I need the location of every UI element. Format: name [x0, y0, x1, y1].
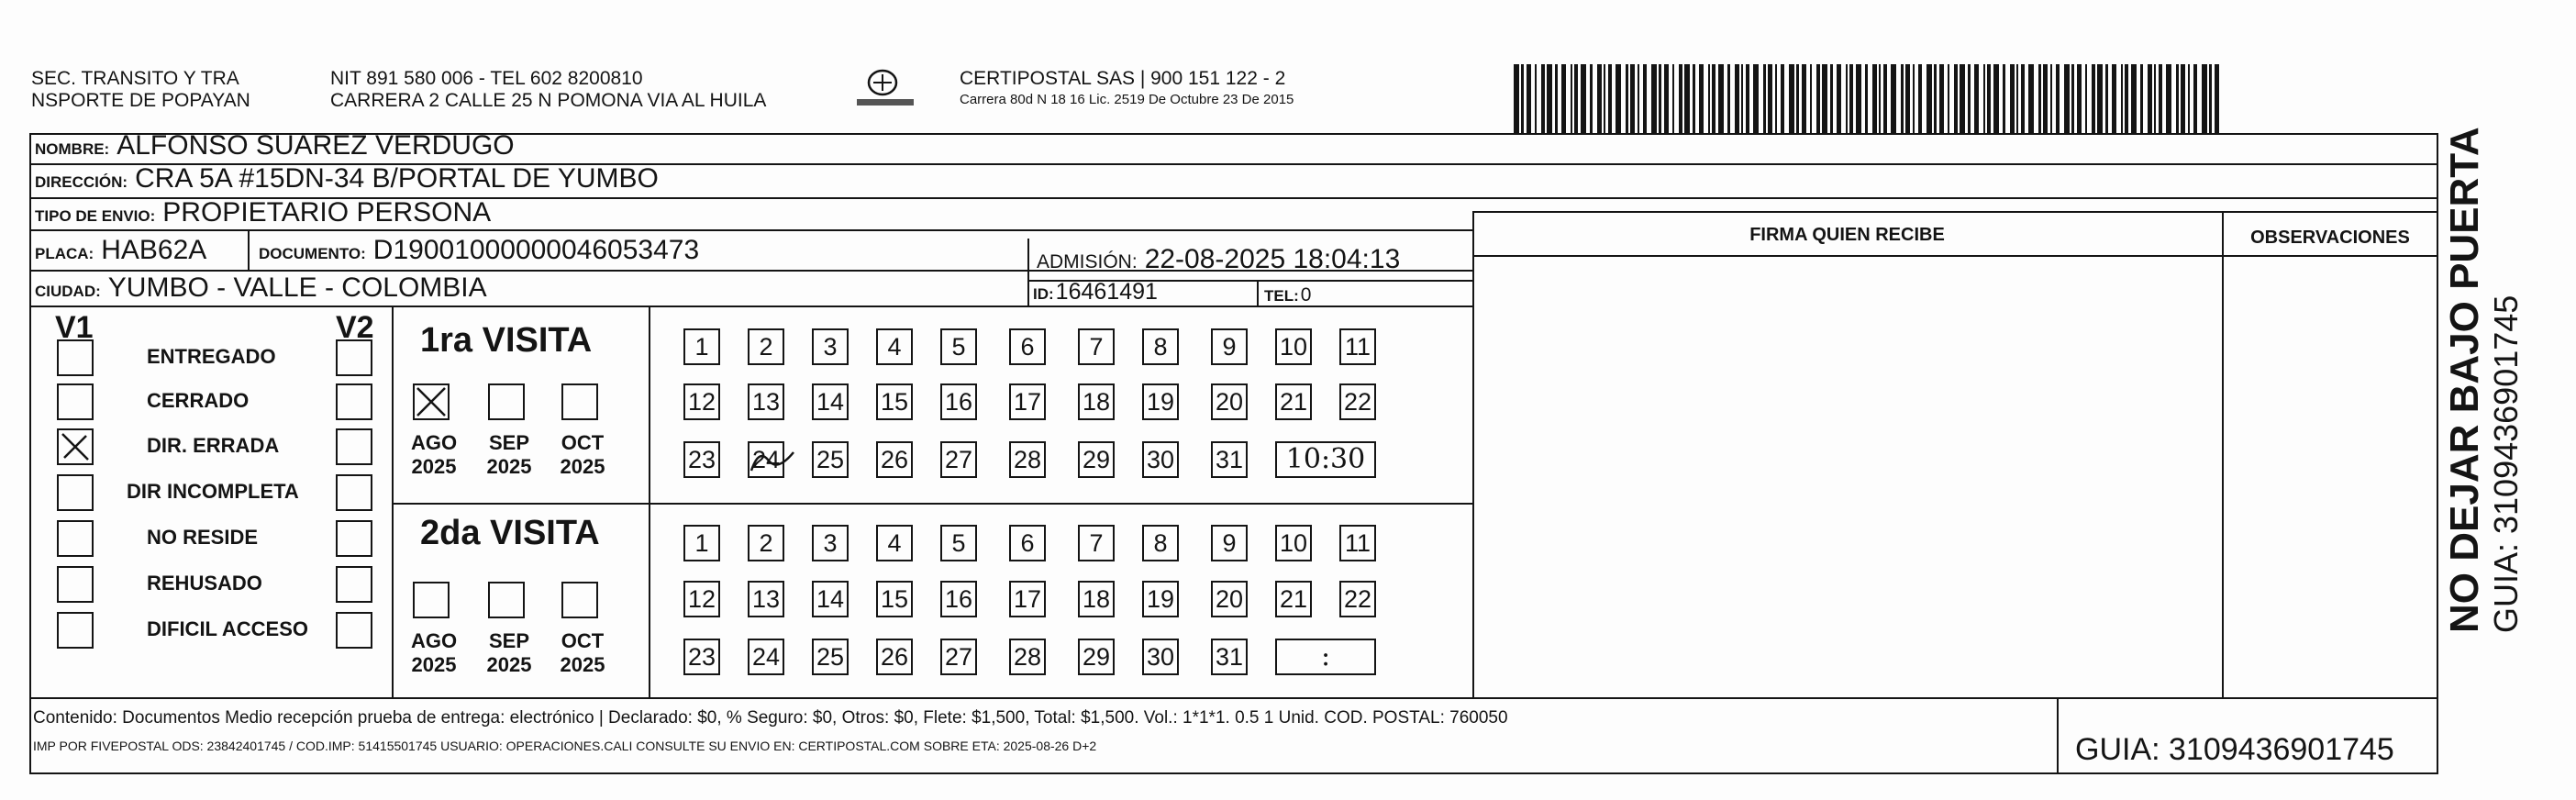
visit2-title: 2da VISITA: [420, 514, 600, 552]
barcode-bar: [2010, 64, 2015, 134]
day-box[interactable]: 20: [1211, 383, 1248, 420]
day-box[interactable]: 2: [748, 525, 784, 561]
ciudad-field: [35, 272, 487, 304]
day-box[interactable]: 24: [748, 639, 784, 675]
day-box[interactable]: 13: [748, 581, 784, 617]
barcode-bar: [1693, 64, 1695, 134]
day-box[interactable]: 2: [748, 328, 784, 365]
rule-bottom: [29, 772, 2438, 774]
month-name: AGO: [410, 629, 458, 652]
barcode-bar: [2121, 64, 2123, 134]
month-name: OCT: [561, 629, 605, 652]
status-option-label: DIR. ERRADA: [147, 434, 280, 457]
day-box[interactable]: 19: [1142, 383, 1179, 420]
barcode-bar: [2028, 64, 2034, 134]
barcode-bar: [1547, 64, 1552, 134]
barcode-bar: [1891, 64, 1896, 134]
month-label: [550, 431, 615, 479]
barcode-bar: [1616, 64, 1621, 134]
barcode-bar: [2071, 64, 2074, 134]
day-box[interactable]: 18: [1078, 581, 1115, 617]
day-box[interactable]: 22: [1339, 383, 1376, 420]
v2-header: V2: [336, 310, 374, 345]
side-guia: GUIA: 3109436901745: [2487, 294, 2525, 633]
day-box[interactable]: 14: [812, 581, 849, 617]
rule-columns-top: [1472, 211, 2438, 213]
barcode-bar: [1659, 64, 1661, 134]
barcode-bar: [1948, 64, 1949, 134]
nombre-label: NOMBRE:: [35, 140, 110, 158]
barcode-bar: [1571, 64, 1572, 134]
ciudad-value: YUMBO - VALLE - COLOMBIA: [107, 272, 487, 303]
rule-tel-sep: [1257, 280, 1259, 306]
month-name: SEP: [488, 629, 530, 652]
barcode-bar: [1879, 64, 1881, 134]
barcode-bar: [1561, 64, 1566, 134]
barcode-bar: [1626, 64, 1628, 134]
barcode-bar: [1699, 64, 1704, 134]
day-box[interactable]: 10: [1275, 525, 1312, 561]
tel-value: 0: [1300, 284, 1312, 306]
barcode-bar: [1763, 64, 1766, 134]
day-box[interactable]: 26: [876, 441, 913, 478]
id-value: 16461491: [1055, 279, 1158, 305]
day-box[interactable]: 10: [1275, 328, 1312, 365]
day-box[interactable]: 21: [1275, 581, 1312, 617]
direccion-label: DIRECCIÓN:: [35, 173, 128, 191]
barcode-bar: [2112, 64, 2116, 134]
rule-columns-head: [1472, 255, 2438, 257]
barcode-bar: [1926, 64, 1932, 134]
day-box[interactable]: 8: [1142, 328, 1179, 365]
month-year: 2025: [560, 653, 605, 676]
v1-checkbox[interactable]: [57, 339, 94, 376]
barcode-bar: [1830, 64, 1833, 134]
barcode-bar: [1672, 64, 1674, 134]
barcode-bar: [1789, 64, 1794, 134]
barcode-bar: [1643, 64, 1647, 134]
day-box[interactable]: 13: [748, 383, 784, 420]
documento-field: [259, 235, 699, 266]
contenido-text: Contenido: Documentos Medio recepción prueba de entrega: electrónico | Declarado: $0, % Seguro: $0, Otros: $0, Flete: $1,500, Total: $1,500. Vol.: 1*1*1. 0.5 1 Unid. COD. POSTAL: 760050: [33, 708, 1508, 728]
direccion-value: CRA 5A #15DN-34 B/PORTAL DE YUMBO: [135, 163, 659, 194]
barcode-bar: [1968, 64, 1971, 134]
id-field: [1033, 279, 1158, 306]
barcode-bar: [2050, 64, 2052, 134]
rule-admision-sep: [1027, 239, 1029, 306]
barcode-bar: [1974, 64, 1979, 134]
day-box[interactable]: 11: [1339, 328, 1376, 365]
v2-checkbox[interactable]: [336, 566, 372, 603]
barcode-bar: [1521, 64, 1524, 134]
day-box[interactable]: 4: [876, 328, 913, 365]
day-box[interactable]: 25: [812, 639, 849, 675]
barcode-bar: [2159, 64, 2162, 134]
barcode-bar: [1837, 64, 1841, 134]
day-box[interactable]: 31: [1211, 639, 1248, 675]
barcode-bar: [1822, 64, 1827, 134]
certipostal-logo: [853, 64, 917, 110]
tel-label: TEL:: [1264, 287, 1299, 305]
address-line: CARRERA 2 CALLE 25 N POMONA VIA AL HUILA: [330, 90, 767, 111]
barcode-bar: [1684, 64, 1690, 134]
v1-checkbox[interactable]: [57, 520, 94, 557]
barcode-bar: [1735, 64, 1739, 134]
barcode-bar: [1535, 64, 1537, 134]
tel-field: [1264, 284, 1311, 306]
sender-address: [330, 68, 766, 112]
barcode-bar: [2021, 64, 2025, 134]
barcode-bar: [2092, 64, 2095, 134]
status-option-label: REHUSADO: [147, 572, 262, 594]
barcode-bar: [2077, 64, 2082, 134]
barcode-bar: [1574, 64, 1578, 134]
month-year: 2025: [411, 653, 457, 676]
barcode-bar: [2016, 64, 2018, 134]
barcode-bar: [2131, 64, 2137, 134]
nombre-value: ALFONSO SUAREZ VERDUGO: [117, 130, 515, 161]
barcode-bar: [1604, 64, 1605, 134]
tipo-envio-value: PROPIETARIO PERSONA: [162, 197, 492, 228]
month-label: [550, 629, 615, 677]
observaciones-area[interactable]: [2226, 259, 2434, 694]
v1-checkbox[interactable]: [57, 612, 94, 649]
barcode-bar: [1775, 64, 1777, 134]
month-name: OCT: [561, 431, 605, 454]
barcode-bar: [1856, 64, 1861, 134]
day-box[interactable]: 27: [940, 441, 977, 478]
barcode-bar: [1905, 64, 1910, 134]
v2-checkbox[interactable]: [336, 383, 372, 420]
day-box[interactable]: 21: [1275, 383, 1312, 420]
barcode-bar: [1846, 64, 1848, 134]
barcode-bar: [1746, 64, 1749, 134]
time-box[interactable]: :: [1275, 639, 1376, 675]
barcode-bar: [2209, 64, 2212, 134]
day-box[interactable]: 14: [812, 383, 849, 420]
v1-checkbox[interactable]: [57, 474, 94, 511]
barcode-bar: [2038, 64, 2041, 134]
company-line-1: CERTIPOSTAL SAS | 900 151 122 - 2: [960, 68, 1286, 89]
rule-col-obs: [2222, 211, 2224, 697]
barcode-bar: [2043, 64, 2048, 134]
day-box[interactable]: 22: [1339, 581, 1376, 617]
month-year: 2025: [411, 455, 457, 478]
barcode-bar: [2176, 64, 2179, 134]
day-box[interactable]: 27: [940, 639, 977, 675]
month-year: 2025: [486, 653, 532, 676]
firma-area[interactable]: [1477, 259, 2218, 694]
barcode-bar: [1934, 64, 1937, 134]
rule-footer: [29, 697, 2438, 699]
day-box[interactable]: 16: [940, 581, 977, 617]
placa-field: [35, 235, 206, 266]
barcode-bar: [1849, 64, 1853, 134]
barcode-bar: [2003, 64, 2005, 134]
barcode-bar: [1918, 64, 1922, 134]
day-box[interactable]: 3: [812, 328, 849, 365]
day-box[interactable]: 25: [812, 441, 849, 478]
imp-text: IMP POR FIVEPOSTAL ODS: 23842401745 / COD.IMP: 51415501745 USUARIO: OPERACIONES.CALI CONSULTE SU ENVIO EN: CERTIPOSTAL.COM SOBRE ETA: 2025-08-26 D+2: [33, 739, 1097, 753]
day-box[interactable]: 6: [1009, 328, 1046, 365]
documento-label: DOCUMENTO:: [259, 245, 366, 262]
rule-status-sep: [392, 306, 394, 697]
side-warning: NO DEJAR BAJO PUERTA: [2442, 127, 2487, 633]
day-box[interactable]: 30: [1142, 441, 1179, 478]
day-box[interactable]: 31: [1211, 441, 1248, 478]
tipo-envio-label: TIPO DE ENVIO:: [35, 207, 156, 225]
day-box[interactable]: 12: [683, 383, 720, 420]
day-box[interactable]: 20: [1211, 581, 1248, 617]
rule-placa-sep: [248, 229, 250, 270]
month-checkbox[interactable]: [413, 582, 450, 618]
sender-line-2: NSPORTE DE POPAYAN: [31, 90, 250, 111]
barcode-bar: [2097, 64, 2103, 134]
barcode-bar: [1768, 64, 1772, 134]
day-box[interactable]: 9: [1211, 328, 1248, 365]
barcode-bar: [1883, 64, 1887, 134]
barcode-bar: [1781, 64, 1784, 134]
day-box[interactable]: 15: [876, 383, 913, 420]
barcode-bar: [2202, 64, 2207, 134]
barcode-bar: [1987, 64, 1991, 134]
barcode-bar: [2181, 64, 2185, 134]
barcode-bar: [2154, 64, 2156, 134]
rule-guia-sep: [2057, 697, 2059, 772]
side-text: [2442, 119, 2525, 633]
admision-label: ADMISIÓN:: [1037, 251, 1138, 272]
barcode-bar: [1983, 64, 1985, 134]
barcode-bar: [1810, 64, 1812, 134]
barcode-bar: [1960, 64, 1965, 134]
month-checkbox[interactable]: [561, 582, 598, 618]
rule-ciudad: [29, 306, 1472, 307]
month-checkbox[interactable]: [413, 383, 450, 420]
rule-col-firma: [1472, 211, 1474, 697]
admision-field: [1037, 244, 1400, 275]
day-box[interactable]: 19: [1142, 581, 1179, 617]
day-box[interactable]: 7: [1078, 525, 1115, 561]
day-box[interactable]: 28: [1009, 639, 1046, 675]
month-label: [477, 629, 541, 677]
barcode-bar: [1630, 64, 1635, 134]
documento-value: D19001000000046053473: [372, 235, 700, 265]
month-label: [402, 629, 466, 677]
placa-label: PLACA:: [35, 245, 94, 262]
barcode-bar: [1541, 64, 1545, 134]
id-label: ID:: [1033, 285, 1054, 303]
barcode-bar: [1597, 64, 1602, 134]
status-option-label: CERRADO: [147, 389, 250, 412]
v2-checkbox[interactable]: [336, 339, 372, 376]
day-box[interactable]: 17: [1009, 581, 1046, 617]
barcode-bar: [2105, 64, 2108, 134]
barcode-bar: [1954, 64, 1958, 134]
v1-checkbox[interactable]: [57, 566, 94, 603]
barcode-bar: [2140, 64, 2143, 134]
sender-name: [31, 68, 250, 112]
day-box[interactable]: 1: [683, 525, 720, 561]
day-box[interactable]: 24: [748, 441, 784, 478]
barcode-bar: [2056, 64, 2060, 134]
month-label: [477, 431, 541, 479]
barcode-bar: [1727, 64, 1730, 134]
company-info: [960, 68, 1294, 110]
day-box[interactable]: 9: [1211, 525, 1248, 561]
barcode-bar: [2188, 64, 2190, 134]
barcode-bar: [1993, 64, 1999, 134]
day-box[interactable]: 6: [1009, 525, 1046, 561]
barcode-bar: [2215, 64, 2219, 134]
barcode-bar: [1872, 64, 1877, 134]
month-checkbox[interactable]: [561, 383, 598, 420]
status-option-label: NO RESIDE: [147, 526, 259, 549]
rule-right: [2437, 133, 2438, 772]
barcode-bar: [2166, 64, 2171, 134]
barcode-bar: [1638, 64, 1639, 134]
barcode-bar: [1712, 64, 1715, 134]
day-box[interactable]: 7: [1078, 328, 1115, 365]
barcode-bar: [1796, 64, 1799, 134]
day-box[interactable]: 12: [683, 581, 720, 617]
status-option-label: DIR INCOMPLETA: [127, 480, 299, 503]
rule-left: [29, 133, 31, 772]
day-box[interactable]: 28: [1009, 441, 1046, 478]
month-label: [402, 431, 466, 479]
month-year: 2025: [560, 455, 605, 478]
barcode-bar: [1913, 64, 1915, 134]
barcode-bar: [1865, 64, 1868, 134]
barcode-bar: [1581, 64, 1586, 134]
day-box[interactable]: 5: [940, 525, 977, 561]
admision-value: 22-08-2025 18:04:13: [1144, 244, 1401, 274]
firma-quien-recibe-header: FIRMA QUIEN RECIBE: [1749, 225, 1945, 245]
v2-checkbox[interactable]: [336, 428, 372, 465]
barcode-bar: [1555, 64, 1558, 134]
barcode-bar: [1802, 64, 1806, 134]
observaciones-header: OBSERVACIONES: [2250, 228, 2410, 248]
day-box[interactable]: 29: [1078, 639, 1115, 675]
day-box[interactable]: 29: [1078, 441, 1115, 478]
v2-checkbox[interactable]: [336, 612, 372, 649]
barcode-bar: [2125, 64, 2128, 134]
barcode-bar: [1741, 64, 1743, 134]
barcode-bar: [1527, 64, 1531, 134]
direccion-field: [35, 163, 659, 194]
barcode-bar: [1651, 64, 1657, 134]
day-box[interactable]: 30: [1142, 639, 1179, 675]
rule-month-sep: [649, 306, 650, 697]
day-box[interactable]: 26: [876, 639, 913, 675]
v1-checkbox[interactable]: [57, 383, 94, 420]
day-box[interactable]: 18: [1078, 383, 1115, 420]
v2-checkbox[interactable]: [336, 474, 372, 511]
status-option-label: ENTREGADO: [147, 345, 276, 368]
day-box[interactable]: 15: [876, 581, 913, 617]
day-box[interactable]: 5: [940, 328, 977, 365]
barcode: [1514, 64, 2229, 134]
v2-checkbox[interactable]: [336, 520, 372, 557]
day-box[interactable]: 4: [876, 525, 913, 561]
barcode-bar: [1679, 64, 1682, 134]
month-checkbox[interactable]: [488, 582, 525, 618]
barcode-bar: [2193, 64, 2197, 134]
day-box[interactable]: 17: [1009, 383, 1046, 420]
barcode-bar: [1514, 64, 1519, 134]
rule-tipo: [29, 229, 1472, 231]
nombre-field: [35, 130, 515, 161]
v1-header: V1: [55, 310, 94, 345]
company-line-2: Carrera 80d N 18 16 Lic. 2519 De Octubre 23 De 2015: [960, 92, 1294, 107]
v1-checkbox[interactable]: [57, 428, 94, 465]
barcode-bar: [1718, 64, 1724, 134]
sender-line-1: SEC. TRANSITO Y TRA: [31, 68, 239, 89]
day-box[interactable]: 23: [683, 441, 720, 478]
month-checkbox[interactable]: [488, 383, 525, 420]
visit1-title: 1ra VISITA: [420, 321, 593, 360]
barcode-bar: [1708, 64, 1710, 134]
barcode-bar: [1939, 64, 1944, 134]
day-box[interactable]: 23: [683, 639, 720, 675]
tipo-envio-field: [35, 197, 491, 228]
day-box[interactable]: 8: [1142, 525, 1179, 561]
barcode-bar: [1664, 64, 1669, 134]
day-box[interactable]: 1: [683, 328, 720, 365]
footer-guia: GUIA: 3109436901745: [2075, 732, 2394, 767]
month-name: AGO: [410, 431, 458, 454]
barcode-bar: [2085, 64, 2087, 134]
barcode-bar: [1590, 64, 1593, 134]
rule-visit-sep: [392, 503, 1472, 505]
barcode-bar: [1901, 64, 1904, 134]
ciudad-label: CIUDAD:: [35, 283, 101, 300]
placa-value: HAB62A: [101, 235, 207, 265]
status-option-label: DIFICIL ACCESO: [147, 617, 309, 640]
day-box[interactable]: 16: [940, 383, 977, 420]
barcode-bar: [1608, 64, 1612, 134]
time-box[interactable]: 10:30: [1275, 441, 1376, 478]
barcode-bar: [1753, 64, 1759, 134]
nit-line: NIT 891 580 006 - TEL 602 8200810: [330, 68, 643, 89]
month-year: 2025: [486, 455, 532, 478]
barcode-bar: [2064, 64, 2070, 134]
barcode-bar: [2148, 64, 2152, 134]
barcode-bar: [1816, 64, 1820, 134]
month-name: SEP: [488, 431, 530, 454]
day-box[interactable]: 11: [1339, 525, 1376, 561]
day-box[interactable]: 3: [812, 525, 849, 561]
